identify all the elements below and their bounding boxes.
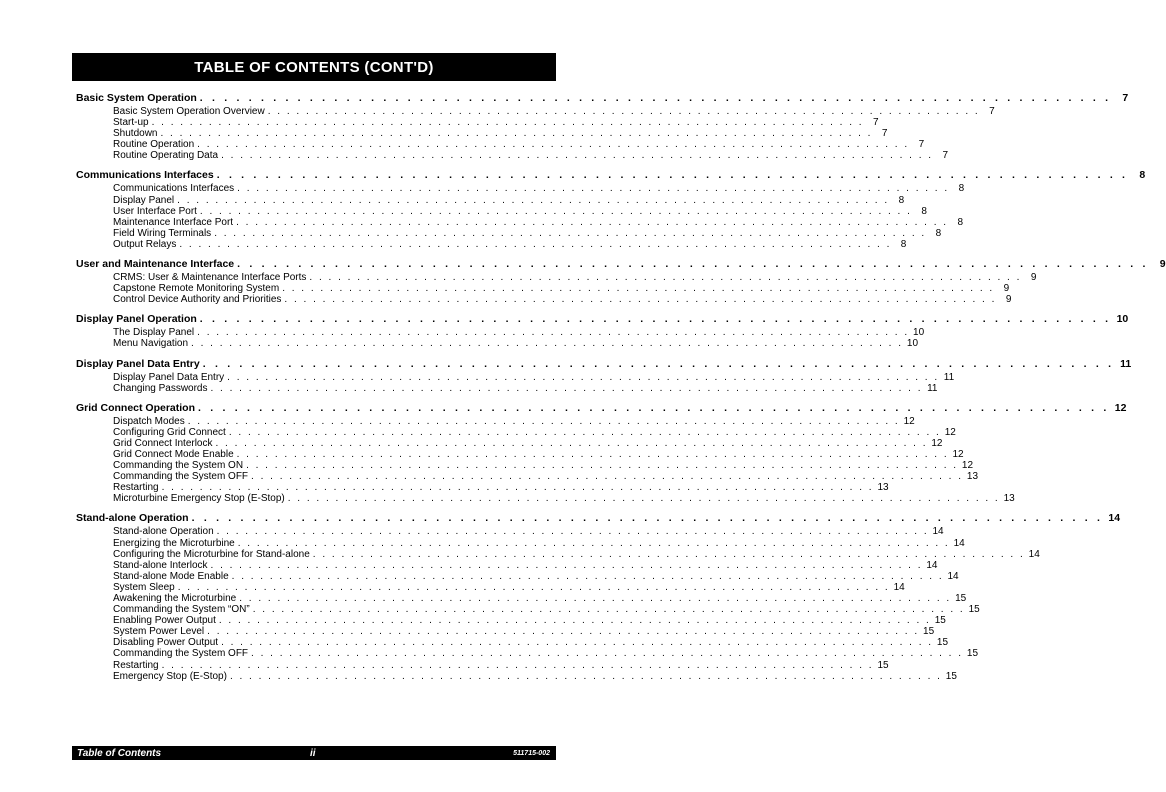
dot-leader: . . . . . . . . . . . . . . . . . . . . . . . . . . . . . . . . . . . . . . . . . . . . . . . . . . . . . . . . . . . . . . . . . . . . . . . . . . . <box>229 670 942 682</box>
toc-entry[interactable] <box>76 139 925 151</box>
table-of-contents <box>76 92 1166 690</box>
toc-entry[interactable] <box>76 548 1040 560</box>
dot-leader: . . . . . . . . . . . . . . . . . . . . . . . . . . . . . . . . . . . . . . . . . . . . . . . . . . . . . . . . . . . . . . . . . . . . . . . . . . . <box>309 272 1022 284</box>
toc-entry[interactable] <box>76 327 925 339</box>
toc-entry-page-number: 9 <box>1003 283 1010 295</box>
toc-entry[interactable] <box>76 194 905 206</box>
toc-entry-label: Restarting <box>113 659 159 671</box>
toc-section-heading[interactable] <box>76 357 1132 371</box>
toc-entry-page-number: 14 <box>947 570 959 582</box>
toc-entry-page-number: 12 <box>903 415 915 427</box>
toc-entry[interactable] <box>76 283 1010 295</box>
toc-section-heading-label: User and Maintenance Interface <box>76 258 235 271</box>
toc-entry[interactable] <box>76 382 938 394</box>
toc-entry-label: Energizing the Microturbine <box>113 537 235 549</box>
toc-section-heading-label: Basic System Operation <box>76 92 197 104</box>
toc-entry-label: Grid Connect Interlock <box>113 437 213 449</box>
toc-entry-label: Output Relays <box>113 238 177 250</box>
toc-entry-page-number: 7 <box>918 139 925 151</box>
toc-entry[interactable] <box>76 426 956 438</box>
toc-entry-page-number: 13 <box>877 482 889 494</box>
toc-section-heading-page-number: 7 <box>1122 92 1129 104</box>
toc-entry-label: Capstone Remote Monitoring System <box>113 283 280 295</box>
toc-entry-page-number: 7 <box>881 128 888 140</box>
toc-entry-page-number: 15 <box>966 648 979 660</box>
toc-entry-page-number: 7 <box>942 150 949 162</box>
dot-leader: . . . . . . . . . . . . . . . . . . . . . . . . . . . . . . . . . . . . . . . . . . . . . . . . . . . . . . . . . . . . . . . . . . . . . . . . . . . <box>284 294 997 306</box>
dot-leader: . . . . . . . . . . . . . . . . . . . . . . . . . . . . . . . . . . . . . . . . . . . . . . . . . . . . . . . . . . . . . . . . . . . . . . . . . . . <box>216 169 1129 182</box>
page-title: TABLE OF CONTENTS (CONT'D) <box>194 58 434 76</box>
dot-leader: . . . . . . . . . . . . . . . . . . . . . . . . . . . . . . . . . . . . . . . . . . . . . . . . . . . . . . . . . . . . . . . . . . . . . . . . . . . <box>161 659 874 671</box>
toc-entry-label: Configuring the Microturbine for Stand-alone <box>113 548 310 560</box>
toc-section-heading-page-number: 9 <box>1159 258 1166 271</box>
toc-section <box>76 92 1129 162</box>
dot-leader: . . . . . . . . . . . . . . . . . . . . . . . . . . . . . . . . . . . . . . . . . . . . . . . . . . . . . . . . . . . . . . . . . . . . . . . . . . . <box>197 327 910 339</box>
toc-entry-label: Communications Interfaces <box>113 183 235 195</box>
toc-entry[interactable] <box>76 581 905 593</box>
toc-entry-label: Changing Passwords <box>113 382 208 394</box>
toc-entry-label: Stand-alone Operation <box>113 526 214 538</box>
toc-entry[interactable] <box>76 648 979 660</box>
toc-entry[interactable] <box>76 637 949 649</box>
toc-entry-page-number: 7 <box>873 117 879 129</box>
dot-leader: . . . . . . . . . . . . . . . . . . . . . . . . . . . . . . . . . . . . . . . . . . . . . . . . . . . . . . . . . . . . . . . . . . . . . . . . . . . <box>160 128 873 140</box>
dot-leader: . . . . . . . . . . . . . . . . . . . . . . . . . . . . . . . . . . . . . . . . . . . . . . . . . . . . . . . . . . . . . . . . . . . . . . . . . . . <box>215 437 928 449</box>
toc-entry-label: Commanding the System “ON” <box>113 604 250 616</box>
toc-entry[interactable] <box>76 570 959 582</box>
dot-leader: . . . . . . . . . . . . . . . . . . . . . . . . . . . . . . . . . . . . . . . . . . . . . . . . . . . . . . . . . . . . . . . . . . . . . . . . . . . <box>177 194 890 206</box>
toc-entry-label: Start-up <box>113 117 149 129</box>
toc-entry[interactable] <box>76 117 879 129</box>
dot-leader: . . . . . . . . . . . . . . . . . . . . . . . . . . . . . . . . . . . . . . . . . . . . . . . . . . . . . . . . . . . . . . . . . . . . . . . . . . . <box>287 493 1000 505</box>
toc-entry-label: Stand-alone Mode Enable <box>113 570 229 582</box>
toc-entry-page-number: 14 <box>893 581 905 593</box>
dot-leader: . . . . . . . . . . . . . . . . . . . . . . . . . . . . . . . . . . . . . . . . . . . . . . . . . . . . . . . . . . . . . . . . . . . . . . . . . . . <box>231 570 944 582</box>
toc-entry-label: Display Panel <box>113 194 175 206</box>
dot-leader: . . . . . . . . . . . . . . . . . . . . . . . . . . . . . . . . . . . . . . . . . . . . . . . . . . . . . . . . . . . . . . . . . . . . . . . . . . . <box>221 637 934 649</box>
dot-leader: . . . . . . . . . . . . . . . . . . . . . . . . . . . . . . . . . . . . . . . . . . . . . . . . . . . . . . . . . . . . . . . . . . . . . . . . . . . <box>239 593 952 604</box>
toc-section-heading-label: Stand-alone Operation <box>76 512 189 525</box>
toc-section-heading-label: Grid Connect Operation <box>76 401 196 414</box>
toc-entry-page-number: 9 <box>1005 294 1012 306</box>
toc-entry-label: Control Device Authority and Priorities <box>113 294 282 306</box>
toc-section-heading[interactable] <box>76 512 1121 525</box>
toc-entry-page-number: 8 <box>921 205 927 217</box>
toc-entry-label: Menu Navigation <box>113 338 189 350</box>
toc-entry-label: System Power Level <box>113 626 205 638</box>
toc-entry[interactable] <box>76 537 965 549</box>
toc-entry[interactable] <box>76 338 919 350</box>
toc-entry-page-number: 15 <box>923 626 935 638</box>
toc-section-heading-page-number: 11 <box>1120 357 1132 370</box>
toc-entry[interactable] <box>76 415 915 427</box>
dot-leader: . . . . . . . . . . . . . . . . . . . . . . . . . . . . . . . . . . . . . . . . . . . . . . . . . . . . . . . . . . . . . . . . . . . . . . . . . . . <box>191 512 1104 525</box>
dot-leader: . . . . . . . . . . . . . . . . . . . . . . . . . . . . . . . . . . . . . . . . . . . . . . . . . . . . . . . . . . . . . . . . . . . . . . . . . . . <box>228 426 941 438</box>
dot-leader: . . . . . . . . . . . . . . . . . . . . . . . . . . . . . . . . . . . . . . . . . . . . . . . . . . . . . . . . . . . . . . . . . . . . . . . . . . . <box>187 415 900 427</box>
toc-entry-label: Commanding the System ON <box>113 460 244 472</box>
toc-entry-page-number: 10 <box>906 338 919 350</box>
page-footer <box>72 746 556 760</box>
toc-section-heading[interactable] <box>76 313 1129 326</box>
dot-leader: . . . . . . . . . . . . . . . . . . . . . . . . . . . . . . . . . . . . . . . . . . . . . . . . . . . . . . . . . . . . . . . . . . . . . . . . . . . <box>237 183 950 195</box>
toc-section-heading-page-number: 8 <box>1139 169 1146 182</box>
page-title-bar <box>72 53 556 81</box>
toc-entry[interactable] <box>76 526 944 538</box>
toc-entry-label: Commanding the System OFF <box>113 648 249 660</box>
toc-section-heading-label: Display Panel Operation <box>76 313 197 326</box>
dot-leader: . . . . . . . . . . . . . . . . . . . . . . . . . . . . . . . . . . . . . . . . . . . . . . . . . . . . . . . . . . . . . . . . . . . . . . . . . . . <box>191 338 904 350</box>
toc-section <box>76 258 1166 306</box>
dot-leader: . . . . . . . . . . . . . . . . . . . . . . . . . . . . . . . . . . . . . . . . . . . . . . . . . . . . . . . . . . . . . . . . . . . . . . . . . . . <box>210 559 923 571</box>
toc-entry-label: Disabling Power Output <box>113 637 219 649</box>
toc-entry-label: Display Panel Data Entry <box>113 371 225 383</box>
dot-leader: . . . . . . . . . . . . . . . . . . . . . . . . . . . . . . . . . . . . . . . . . . . . . . . . . . . . . . . . . . . . . . . . . . . . . . . . . . . <box>236 216 949 228</box>
toc-entry[interactable] <box>76 437 943 449</box>
toc-entry-page-number: 15 <box>877 659 889 671</box>
toc-entry[interactable] <box>76 593 967 604</box>
dot-leader: . . . . . . . . . . . . . . . . . . . . . . . . . . . . . . . . . . . . . . . . . . . . . . . . . . . . . . . . . . . . . . . . . . . . . . . . . . . <box>197 139 910 151</box>
dot-leader: . . . . . . . . . . . . . . . . . . . . . . . . . . . . . . . . . . . . . . . . . . . . . . . . . . . . . . . . . . . . . . . . . . . . . . . . . . . <box>218 615 931 627</box>
toc-section-heading-page-number: 14 <box>1108 512 1121 525</box>
dot-leader: . . . . . . . . . . . . . . . . . . . . . . . . . . . . . . . . . . . . . . . . . . . . . . . . . . . . . . . . . . . . . . . . . . . . . . . . . . . <box>251 648 964 660</box>
toc-entry-page-number: 11 <box>943 371 955 383</box>
toc-entry[interactable] <box>76 615 946 627</box>
toc-entry[interactable] <box>76 205 927 217</box>
toc-section <box>76 401 1127 505</box>
dot-leader: . . . . . . . . . . . . . . . . . . . . . . . . . . . . . . . . . . . . . . . . . . . . . . . . . . . . . . . . . . . . . . . . . . . . . . . . . . . <box>251 471 964 483</box>
toc-entry-label: The Display Panel <box>113 327 195 339</box>
toc-entry-label: Routine Operation <box>113 139 195 151</box>
dot-leader: . . . . . . . . . . . . . . . . . . . . . . . . . . . . . . . . . . . . . . . . . . . . . . . . . . . . . . . . . . . . . . . . . . . . . . . . . . . <box>199 205 912 217</box>
toc-entry-page-number: 14 <box>953 537 965 549</box>
toc-entry-page-number: 15 <box>955 593 967 604</box>
toc-entry[interactable] <box>76 150 949 162</box>
toc-section-heading-page-number: 10 <box>1116 313 1129 326</box>
toc-entry-label: Maintenance Interface Port <box>113 216 234 228</box>
dot-leader: . . . . . . . . . . . . . . . . . . . . . . . . . . . . . . . . . . . . . . . . . . . . . . . . . . . . . . . . . . . . . . . . . . . . . . . . . . . <box>227 371 940 383</box>
toc-entry-label: Microturbine Emergency Stop (E-Stop) <box>113 493 285 505</box>
dot-leader: . . . . . . . . . . . . . . . . . . . . . . . . . . . . . . . . . . . . . . . . . . . . . . . . . . . . . . . . . . . . . . . . . . . . . . . . . . . <box>282 283 995 295</box>
toc-entry-page-number: 12 <box>961 460 974 472</box>
toc-entry[interactable] <box>76 183 965 195</box>
dot-leader: . . . . . . . . . . . . . . . . . . . . . . . . . . . . . . . . . . . . . . . . . . . . . . . . . . . . . . . . . . . . . . . . . . . . . . . . . . . <box>202 357 1115 370</box>
dot-leader: . . . . . . . . . . . . . . . . . . . . . . . . . . . . . . . . . . . . . . . . . . . . . . . . . . . . . . . . . . . . . . . . . . . . . . . . . . . <box>216 526 929 538</box>
dot-leader: . . . . . . . . . . . . . . . . . . . . . . . . . . . . . . . . . . . . . . . . . . . . . . . . . . . . . . . . . . . . . . . . . . . . . . . . . . . <box>246 460 959 472</box>
toc-entry-page-number: 15 <box>936 637 949 649</box>
footer-page-number: ii <box>310 747 316 759</box>
toc-entry-page-number: 8 <box>957 216 964 228</box>
toc-section-heading-label: Display Panel Data Entry <box>76 357 200 370</box>
toc-entry[interactable] <box>76 559 938 571</box>
toc-entry[interactable] <box>76 371 955 383</box>
toc-entry[interactable] <box>76 482 889 494</box>
toc-section-heading-page-number: 12 <box>1114 401 1127 414</box>
toc-section <box>76 169 1146 250</box>
toc-entry-page-number: 8 <box>900 238 907 250</box>
toc-entry-page-number: 12 <box>944 426 956 438</box>
toc-entry-label: System Sleep <box>113 581 175 593</box>
toc-entry[interactable] <box>76 460 974 472</box>
toc-entry-label: User Interface Port <box>113 205 197 217</box>
toc-entry[interactable] <box>76 493 1015 505</box>
dot-leader: . . . . . . . . . . . . . . . . . . . . . . . . . . . . . . . . . . . . . . . . . . . . . . . . . . . . . . . . . . . . . . . . . . . . . . . . . . . <box>179 238 892 250</box>
toc-entry-page-number: 11 <box>927 382 938 394</box>
dot-leader: . . . . . . . . . . . . . . . . . . . . . . . . . . . . . . . . . . . . . . . . . . . . . . . . . . . . . . . . . . . . . . . . . . . . . . . . . . . <box>237 258 1149 271</box>
toc-entry-page-number: 14 <box>926 559 938 571</box>
toc-section <box>76 313 1129 350</box>
dot-leader: . . . . . . . . . . . . . . . . . . . . . . . . . . . . . . . . . . . . . . . . . . . . . . . . . . . . . . . . . . . . . . . . . . . . . . . . . . . <box>252 604 965 616</box>
toc-entry[interactable] <box>76 128 888 140</box>
toc-entry[interactable] <box>76 238 907 250</box>
toc-entry-page-number: 15 <box>945 670 957 682</box>
toc-entry-page-number: 8 <box>898 194 905 206</box>
toc-entry-label: Awakening the Microturbine <box>113 593 237 604</box>
toc-entry-page-number: 13 <box>1003 493 1015 505</box>
dot-leader: . . . . . . . . . . . . . . . . . . . . . . . . . . . . . . . . . . . . . . . . . . . . . . . . . . . . . . . . . . . . . . . . . . . . . . . . . . . <box>221 150 934 162</box>
toc-entry-label: Shutdown <box>113 128 158 140</box>
toc-section <box>76 357 1132 394</box>
toc-entry-label: Emergency Stop (E-Stop) <box>113 670 227 682</box>
toc-entry-page-number: 14 <box>1028 548 1040 560</box>
dot-leader: . . . . . . . . . . . . . . . . . . . . . . . . . . . . . . . . . . . . . . . . . . . . . . . . . . . . . . . . . . . . . . . . . . . . . . . . . . . <box>267 106 980 117</box>
dot-leader: . . . . . . . . . . . . . . . . . . . . . . . . . . . . . . . . . . . . . . . . . . . . . . . . . . . . . . . . . . . . . . . . . . . . . . . . . . . <box>236 448 949 460</box>
toc-entry-label: Dispatch Modes <box>113 415 185 427</box>
toc-section-heading[interactable] <box>76 169 1146 182</box>
toc-entry-page-number: 9 <box>1030 272 1037 284</box>
footer-section-title: Table of Contents <box>77 747 162 759</box>
toc-entry-page-number: 15 <box>968 604 980 616</box>
dot-leader: . . . . . . . . . . . . . . . . . . . . . . . . . . . . . . . . . . . . . . . . . . . . . . . . . . . . . . . . . . . . . . . . . . . . . . . . . . . <box>207 626 920 638</box>
dot-leader: . . . . . . . . . . . . . . . . . . . . . . . . . . . . . . . . . . . . . . . . . . . . . . . . . . . . . . . . . . . . . . . . . . . . . . . . . . . <box>210 382 923 394</box>
toc-entry-label: Commanding the System OFF <box>113 471 249 483</box>
toc-entry-label: Configuring Grid Connect <box>113 426 226 438</box>
toc-section-heading[interactable] <box>76 92 1129 105</box>
toc-entry[interactable] <box>76 227 942 239</box>
dot-leader: . . . . . . . . . . . . . . . . . . . . . . . . . . . . . . . . . . . . . . . . . . . . . . . . . . . . . . . . . . . . . . . . . . . . . . . . . . . <box>161 482 874 494</box>
toc-entry-label: Field Wiring Terminals <box>113 227 212 239</box>
toc-entry-label: CRMS: User & Maintenance Interface Ports <box>113 272 307 284</box>
toc-entry-label: Routine Operating Data <box>113 150 219 162</box>
toc-entry[interactable] <box>76 272 1037 284</box>
dot-leader: . . . . . . . . . . . . . . . . . . . . . . . . . . . . . . . . . . . . . . . . . . . . . . . . . . . . . . . . . . . . . . . . . . . . . . . . . . . <box>198 401 1110 414</box>
toc-entry-page-number: 15 <box>934 615 946 627</box>
toc-entry[interactable] <box>76 448 964 460</box>
toc-entry[interactable] <box>76 471 979 483</box>
toc-entry-label: Grid Connect Mode Enable <box>113 448 234 460</box>
toc-entry-page-number: 8 <box>935 227 942 239</box>
toc-entry[interactable] <box>76 670 957 682</box>
toc-entry-page-number: 8 <box>958 183 965 195</box>
toc-entry[interactable] <box>76 294 1012 306</box>
toc-entry[interactable] <box>76 659 889 671</box>
toc-section-heading-label: Communications Interfaces <box>76 169 214 182</box>
toc-entry-page-number: 12 <box>952 448 964 460</box>
toc-entry-page-number: 7 <box>989 106 995 117</box>
dot-leader: . . . . . . . . . . . . . . . . . . . . . . . . . . . . . . . . . . . . . . . . . . . . . . . . . . . . . . . . . . . . . . . . . . . . . . . . . . . <box>199 313 1112 326</box>
toc-entry-page-number: 12 <box>931 437 943 449</box>
dot-leader: . . . . . . . . . . . . . . . . . . . . . . . . . . . . . . . . . . . . . . . . . . . . . . . . . . . . . . . . . . . . . . . . . . . . . . . . . . . <box>214 227 927 239</box>
toc-entry-label: Enabling Power Output <box>113 615 216 627</box>
toc-section <box>76 512 1121 682</box>
dot-leader: . . . . . . . . . . . . . . . . . . . . . . . . . . . . . . . . . . . . . . . . . . . . . . . . . . . . . . . . . . . . . . . . . . . . . . . . . . . <box>151 117 864 129</box>
toc-section-heading[interactable] <box>76 401 1127 415</box>
dot-leader: . . . . . . . . . . . . . . . . . . . . . . . . . . . . . . . . . . . . . . . . . . . . . . . . . . . . . . . . . . . . . . . . . . . . . . . . . . . <box>312 548 1025 560</box>
toc-entry[interactable] <box>76 216 964 228</box>
dot-leader: . . . . . . . . . . . . . . . . . . . . . . . . . . . . . . . . . . . . . . . . . . . . . . . . . . . . . . . . . . . . . . . . . . . . . . . . . . . <box>237 537 950 549</box>
dot-leader: . . . . . . . . . . . . . . . . . . . . . . . . . . . . . . . . . . . . . . . . . . . . . . . . . . . . . . . . . . . . . . . . . . . . . . . . . . . <box>177 581 890 593</box>
dot-leader: . . . . . . . . . . . . . . . . . . . . . . . . . . . . . . . . . . . . . . . . . . . . . . . . . . . . . . . . . . . . . . . . . . . . . . . . . . . <box>199 92 1112 104</box>
toc-entry-label: Stand-alone Interlock <box>113 559 208 571</box>
footer-doc-number: 511715-002 <box>513 749 550 757</box>
toc-entry[interactable] <box>76 106 995 117</box>
toc-entry[interactable] <box>76 604 980 616</box>
toc-entry-page-number: 13 <box>966 471 979 483</box>
toc-entry-label: Basic System Operation Overview <box>113 106 265 117</box>
toc-entry[interactable] <box>76 626 935 638</box>
toc-entry-page-number: 10 <box>913 327 925 339</box>
toc-section-heading[interactable] <box>76 258 1166 271</box>
toc-entry-label: Restarting <box>113 482 159 494</box>
toc-entry-page-number: 14 <box>932 526 944 538</box>
